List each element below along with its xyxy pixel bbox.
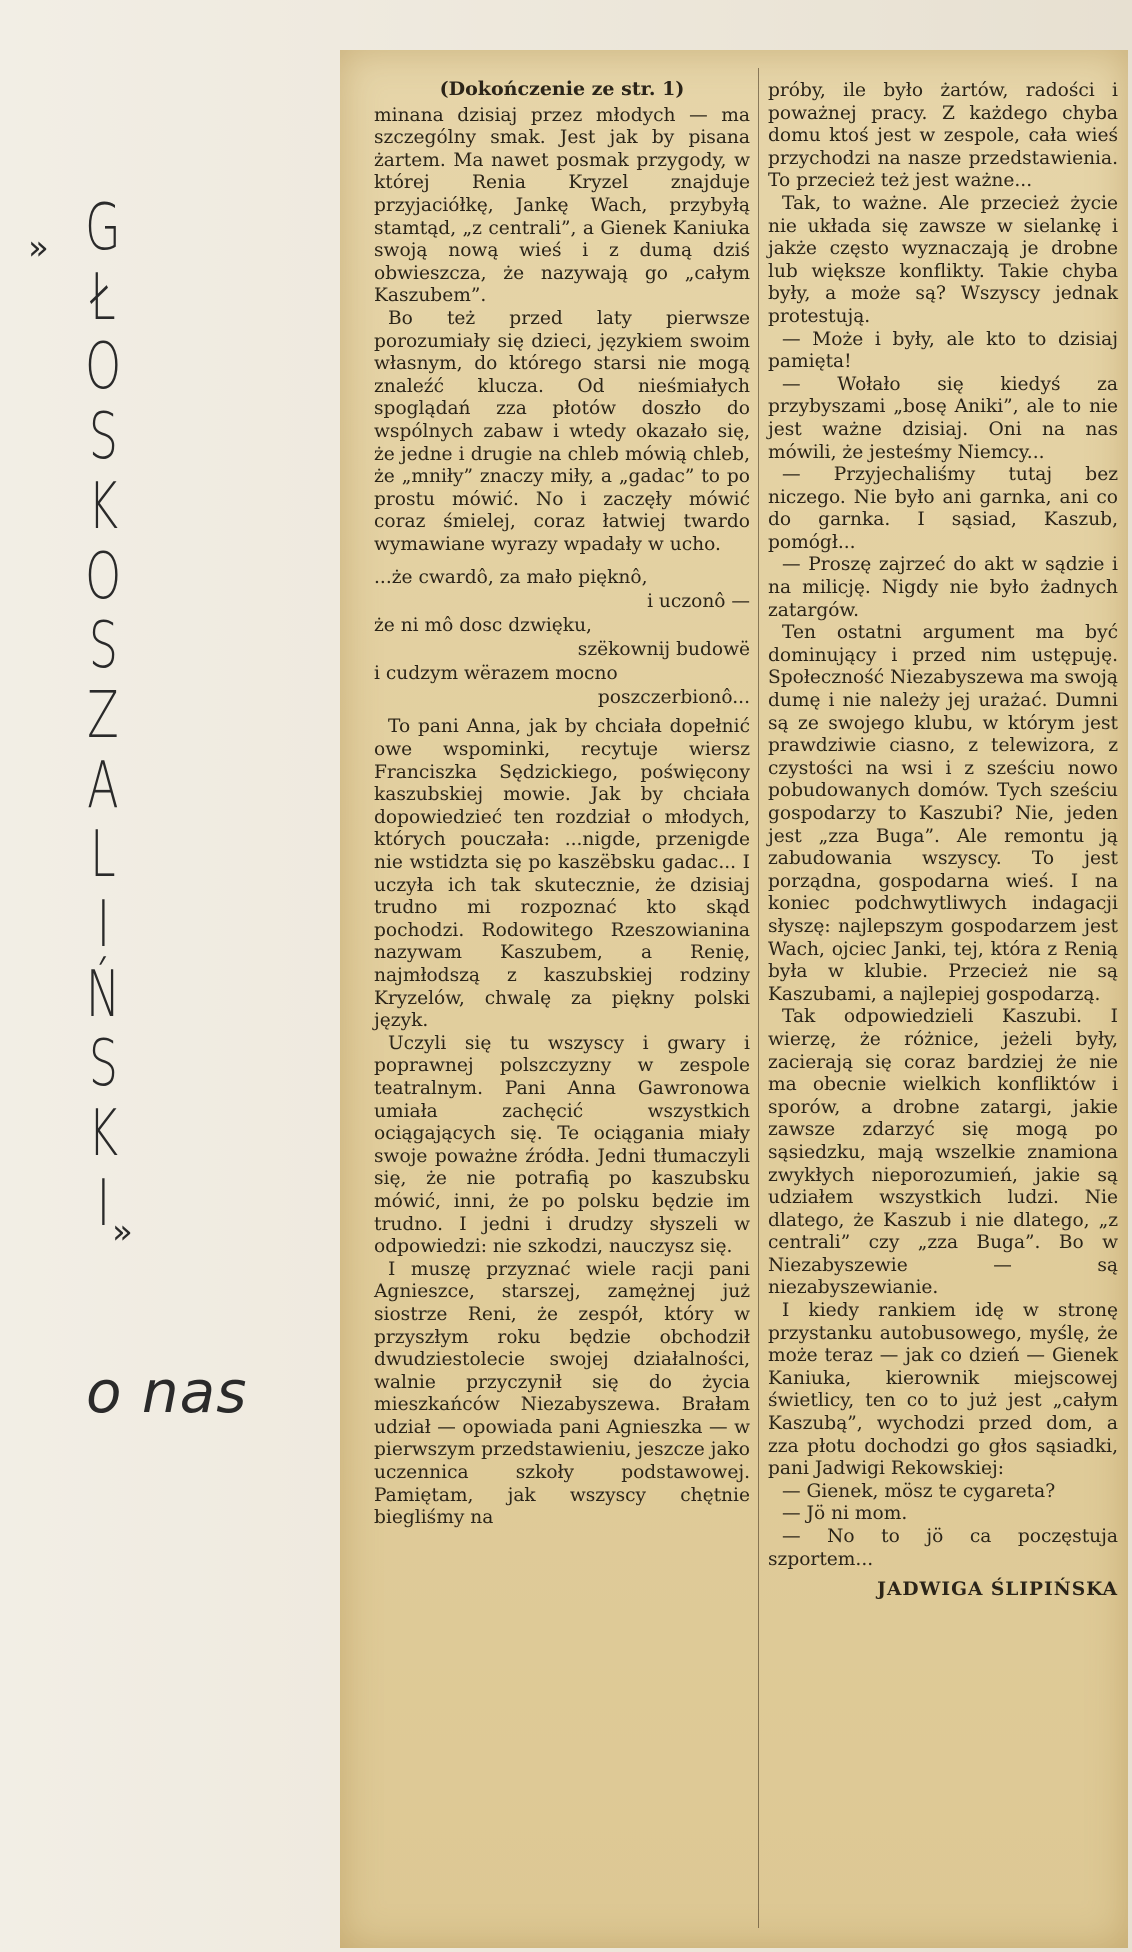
handwritten-note: o nas [86, 1358, 248, 1426]
dialogue-line: — Przyjechaliśmy tutaj bez niczego. Nie było ani garnka, ani co do garnka. I sąsiad, Kaszub, pomógł... [768, 464, 1118, 553]
article-right-column [768, 50, 1118, 1948]
handwritten-letter: I [96, 888, 110, 963]
handwritten-letter: L [90, 818, 116, 893]
paragraph: I muszę przyznać wiele racji pani Agnieszce, starszej, zamężnej już siostrze Reni, że zespół, który w przyszłym roku będzie obchodził dwudziestolecie swojej działalności, walnie przyczynił się do życia mieszkańców Niezabyszewa. Brałam udział — opowiada pani Agnieszka — w pierwszym przedstawieniu, jeszcze jako uczennica szkoły podstawowej. Pamiętam, jak wszyscy chętnie biegliśmy na [374, 1258, 750, 1529]
paragraph: Bo też przed laty pierwsze porozumiały się dzieci, językiem swoim własnym, do którego starsi nie mogą znaleźć klucza. Od nieśmiałych spoglądań zza płotów doszło do wspólnych zabaw i wtedy okazało się, że jedne i drugie na chleb mówią chleb, że „mniły” znaczy miły, a „gadac” to po prostu mówić. No i zaczęły mówić coraz śmielej, coraz łatwiej twardo wymawiane wyrazy wpadały w ucho. [374, 307, 750, 555]
poem-line: i cudzym wërazem mocno [374, 663, 618, 685]
poem-line: i uczonô — [647, 591, 750, 613]
article-left-column [374, 50, 750, 1948]
dialogue-line: — No to jö ca poczęstuja szportem... [768, 1526, 1118, 1570]
paragraph: To pani Anna, jak by chciała dopełnić owe wspominki, recytuje wiersz Franciszka Sędzickiego, poświęcony kaszubskiej mowie. Jak by chciała dopowiedzieć ten rozdział o młodych, których pouczała: ...nigde, przenigde nie wstidzta się po kaszëbsku gadac... I uczyła ich tak skutecznie, że dzisiaj trudno mi rozpoznać kto skąd pochodzi. Rodowitego Rzeszowianina nazywam Kaszubem, a Renię, najmłodszą z kaszubskiej rodziny Kryzelów, chwalę za piękny polski język. [374, 716, 750, 1032]
continuation-header: (Dokończenie ze str. 1) [439, 78, 685, 100]
paragraph: Ten ostatni argument ma być dominujący i przed nim ustępuję. Społeczność Niezabyszewa ma swoją dumę i nie należy jej urażać. Dumni są ze swojego klubu, w którym jest prawdziwie ciasno, z telewizora, z czystości na wsi i z sześciu nowo pobudowanych domów. Tych sześciu gospodarzy to Kaszubi? Nie, jeden jest „zza Buga”. Ale remontu ją zabudowania wszyscy. To jest porządna, gospodarna wieś. I na koniec podchwytliwych indagacji słyszę: najlepszym gospodarzem jest Wach, ojciec Janki, tej, która z Renią była w klubie. Przecież nie są Kaszubami, a najlepiej gospodarzą. [768, 622, 1119, 1005]
handwritten-open-quote: » [28, 228, 45, 268]
handwritten-letter: I [96, 1166, 110, 1241]
handwritten-letter: Ń [85, 957, 121, 1032]
handwritten-close-quote: » [112, 1212, 129, 1252]
handwritten-letter: A [87, 748, 119, 823]
poem-quote [374, 566, 750, 710]
author-byline: JADWIGA ŚLIPIŃSKA [877, 1579, 1118, 1601]
newspaper-clipping [340, 50, 1128, 1948]
handwritten-letter: O [84, 539, 122, 614]
handwritten-letter: S [88, 1027, 118, 1102]
handwritten-letter: K [87, 1097, 119, 1172]
paragraph: Tak odpowiedzieli Kaszubi. I wierzę, że różnice, jeżeli były, zacierają się coraz bardziej że nie ma obecnie wielkich konfliktów i sporów, a drobne zatargi, jakie zawsze zdarzyć się mogą po sąsiedzku, mają wszelkie znamiona zwykłych nieporozumień, jakie są udziałem wszystkich ludzi. Nie dlatego, że Kaszub i nie dlatego, „z centrali” czy „zza Buga”. Bo w Niezabyszewie — są niezabyszewianie. [768, 1006, 1118, 1299]
dialogue-line: — Proszę zajrzeć do akt w sądzie i na milicję. Nigdy nie było żadnych zatargów. [768, 554, 1118, 621]
dialogue-line: — Może i były, ale kto to dzisiaj pamięta! [768, 328, 1118, 373]
handwritten-letter: Ł [90, 260, 116, 335]
handwritten-newspaper-title [78, 191, 128, 1241]
column-divider [758, 68, 759, 1928]
poem-line: ...że cwardô, za mało pięknô, [374, 567, 648, 589]
handwritten-letter: O [84, 330, 122, 405]
handwritten-letter: S [88, 400, 118, 475]
handwritten-letter: K [87, 469, 119, 544]
dialogue-line: — Jö ni mom. [782, 1503, 908, 1525]
poem-line: poszczerbionô... [597, 687, 750, 709]
paragraph: próby, ile było żartów, radości i poważnej pracy. Z każdego chyba domu ktoś jest w zespole, cała wieś przychodzi na nasze przedstawienia. To przecież też jest ważne... [768, 80, 1118, 192]
dialogue-line: — Gienek, mösz te cygareta? [782, 1480, 1056, 1502]
handwritten-letter: S [88, 609, 118, 684]
poem-line: szëkownij budowë [577, 639, 750, 661]
paragraph: minana dzisiaj przez młodych — ma szczególny smak. Jest jak by pisana żartem. Ma nawet posmak przygody, w której Renia Kryzel znajduje przyjaciółkę, Jankę Wach, przybyłą stamtąd, „z centrali”, a Gienek Kaniuka swoją nową wieś i z dumą dziś obwieszcza, że nazywają go „całym Kaszubem”. [374, 104, 750, 307]
dialogue-line: — Wołało się kiedyś za przybyszami „bosę Aniki”, ale to nie jest ważne dzisiaj. Oni na nas mówili, że jesteśmy Niemcy... [768, 373, 1118, 463]
paragraph: Uczyli się tu wszyscy i gwary i poprawnej polszczyzny w zespole teatralnym. Pani Anna Gawronowa umiała zachęcić wszystkich ociągających się. Te ociągania miały swoje poważne źródła. Jedni tłumaczyli się, że nie potrafią po kaszubsku mówić, inni, że po polsku będzie im trudno. I jedni i drudzy słyszeli w odpowiedzi: nie szkodzi, nauczysz się. [374, 1032, 750, 1258]
handwritten-letter: G [85, 191, 121, 265]
handwritten-letter: Z [87, 678, 119, 753]
paragraph: Tak, to ważne. Ale przecież życie nie układa się zawsze w sielankę i jakże często wyznaczają je drobne lub większe konflikty. Takie chyba były, a może są? Wszyscy jednak protestują. [768, 192, 1118, 327]
poem-line: że ni mô dosc dzwięku, [374, 615, 592, 637]
paragraph: I kiedy rankiem idę w stronę przystanku autobusowego, myślę, że może teraz — jak co dzień — Gienek Kaniuka, kierownik miejscowej świetlicy, ten co to już jest „całym Kaszubą”, wychodzi przed dom, a zza płotu dochodzi go głos sąsiadki, pani Jadwigi Rekowskiej: [768, 1300, 1118, 1480]
